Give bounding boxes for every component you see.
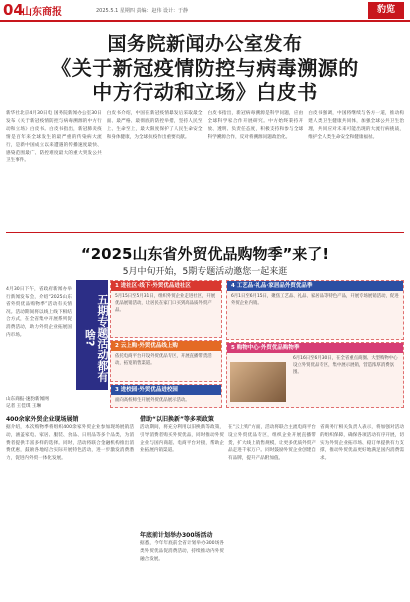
issue-meta: 2025.5.1 星期四 责编：赵伟 设计：于静	[96, 8, 189, 14]
byline-reporters: 记者 王佳琪 王琳	[6, 404, 42, 409]
activity-title: 5 购物中心·外贸优品购物季	[227, 343, 403, 353]
headline-line-1: 国务院新闻办公室发布	[107, 33, 303, 55]
byline	[6, 396, 49, 410]
byline-outlet: 山东商报·速豹新闻网	[6, 397, 49, 402]
article-column: 省商务厅相关负责人表示，将加强对活动的组织保障，确保各项活动有序开展，切实为外贸企业拓市场、稳订单提供有力支撑，推动外贸优品更好地满足国内消费需求。	[320, 425, 404, 462]
second-headline: “2025山东省外贸优品购物季”来了!	[80, 245, 330, 263]
activity-title: 2 云上购·外贸优品线上购	[111, 341, 221, 351]
story-column: 新华社北京4月30日电 国务院新闻办公室30日发布《关于新冠疫情防控与病毒溯源的中方行动和立场》白皮书。白皮书指出，新冠肺炎疫情是百年来全球发生的最严重的传染病大流行，是新中国成立以来遭遇的传播速度最快、感染范围最广、防控难度最大的重大突发公共卫生事件。	[6, 111, 102, 164]
activity-box-2	[110, 340, 222, 382]
story-column: 白皮书指出，新冠病毒溯源是科学问题，应由全球科学家合作开展研究。中方始终秉持开放、透明、负责任态度，积极支持和参与全球科学溯源合作，反对将溯源问题政治化。	[207, 111, 304, 140]
article-column: 在“云上购”方面，活动将联合主流电商平台设立外贸优品专区，组织企业开展直播带货，扩大线上销售规模，让更多优质外贸产品走进千家万户。同时鼓励外贸企业创建自有品牌，提升产品附加值。	[228, 425, 316, 462]
page-number: 04	[3, 1, 24, 19]
story-column: 白皮书介绍，中国在新冠疫情暴发后采取最全面、最严格、最彻底的防控举措，坚持人民至上、生命至上，最大限度保护了人民生命安全和身体健康，为全球抗疫作出重要贡献。	[106, 111, 203, 140]
activity-body: 6月1日至6月15日，聚焦工艺品、礼品、家居品等特色产品，开展专场展销活动，促进外贸企业内销。	[231, 294, 399, 306]
activity-box-3	[110, 384, 222, 408]
activity-body: 依托电商平台开设外贸优品专区，开展直播带货活动，拓宽销售渠道。	[115, 354, 212, 366]
second-deck: 5月中旬开始，5期专题活动邀您一起来逛	[122, 267, 288, 277]
activity-box-4	[226, 280, 404, 340]
activity-body: 6月16日至6月30日，在全省重点商圈、大型购物中心设立外贸优品专区，集中展示展销，营造浓厚消费氛围。	[293, 356, 398, 375]
article-column: 活动期间，将充分利用以旧换新等政策，引导消费者购买外贸优品，同时推动外贸企业与国内商超、电商平台对接，帮助企业拓展内销渠道。	[140, 425, 224, 454]
activity-body: 面向高校师生开展外贸优品展示活动。	[115, 398, 190, 403]
vertical-title: 五期专题活动都有啥?	[76, 280, 108, 390]
activity-body: 5月15日至5月31日，组织外贸企业走进社区，开展优品展销活动，让居民在家门口买到高品质外贸产品。	[115, 294, 216, 313]
article-column: 据介绍，本次购物季将组织400余家外贸企业参加现场展销活动，涵盖家电、家居、服装、食品、日用品等多个品类，为消费者提供丰富多样的选择。同时，活动将联合金融机构推出消费优惠，鼓励各地结合实际开展特色活动，进一步激发消费潜力，促进内外贸一体化发展。	[6, 425, 134, 462]
activity-title: 3 进校园·外贸优品进校园	[111, 385, 221, 395]
activity-title: 4 工艺品·礼品·家居品外贸优品季	[227, 281, 403, 291]
headline-line-2: 《关于新冠疫情防控与病毒溯源的	[51, 56, 359, 80]
activity-box-1	[110, 280, 222, 338]
article-column: 据悉，今年年底前全省计划举办300场各类外贸优品促消费活动，持续推动内外贸融合发展。	[140, 541, 224, 562]
lead-story-body	[6, 110, 404, 230]
subsection-title: 借助“以旧换新”等多项政策	[140, 416, 214, 423]
section-divider	[6, 232, 404, 233]
story-column: 白皮书强调，中国将继续与各方一道，推动构建人类卫生健康共同体，加强全球公共卫生治理，共同应对未来可能出现的大流行病挑战，维护全人类生命安全和健康福祉。	[308, 111, 404, 140]
subsection-title: 400余家外贸企业现场展销	[6, 416, 79, 423]
intro-paragraph: 4月30日下午，省政府新闻办举行新闻发布会，介绍“2025山东省外贸优品购物季”活动有关情况。活动期间将以线上线下相结合方式，在全省集中开展系列促消费活动，助力外贸企业拓展国内市场。	[6, 287, 72, 338]
headline-line-3: 中方行动和立场》白皮书	[92, 80, 318, 104]
activity-title: 1 进社区·线下·外贸优品进社区	[111, 281, 221, 291]
subsection-title: 年底前计划举办300场活动	[140, 532, 213, 539]
section-badge: 豹览	[368, 2, 404, 19]
mall-photo	[230, 362, 286, 402]
masthead	[0, 0, 410, 22]
paper-name: 山东商报	[22, 7, 62, 18]
